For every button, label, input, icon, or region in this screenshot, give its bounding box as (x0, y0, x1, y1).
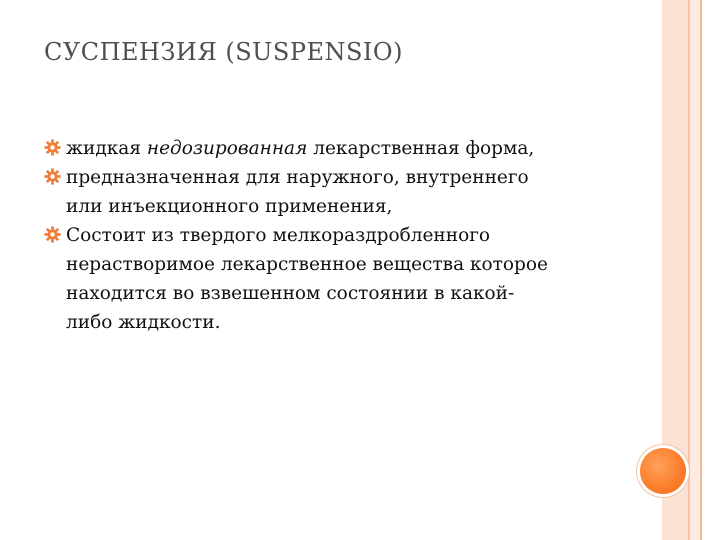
bullet-item (44, 221, 644, 337)
bullet-item (44, 134, 644, 163)
bullet-line: находится во взвешенном состоянии в какой- (66, 283, 515, 304)
bullet-list (44, 134, 644, 337)
bullet-line: предназначенная для наружного, внутреннего (66, 167, 529, 188)
bullet-line: или инъекционного применения, (66, 196, 393, 217)
decor-orb (640, 448, 686, 494)
bullet-line: либо жидкости. (66, 312, 221, 333)
slide-title: СУСПЕНЗИЯ (SUSPENSIO) (44, 38, 403, 66)
gear-icon (44, 139, 61, 156)
gear-icon (44, 226, 61, 243)
bullet-line: нерастворимое лекарственное вещества которое (66, 254, 548, 275)
bullet-text-italic: недозированная (146, 138, 308, 159)
decor-strip-inner (690, 0, 700, 540)
decor-edge (702, 0, 720, 540)
bullet-item (44, 163, 644, 221)
bullet-text: лекарственная форма, (307, 138, 535, 159)
gear-icon (44, 168, 61, 185)
bullet-text: жидкая (66, 138, 147, 159)
bullet-line: Состоит из твердого мелкораздробленного (66, 225, 491, 246)
bullet-line (66, 134, 644, 163)
